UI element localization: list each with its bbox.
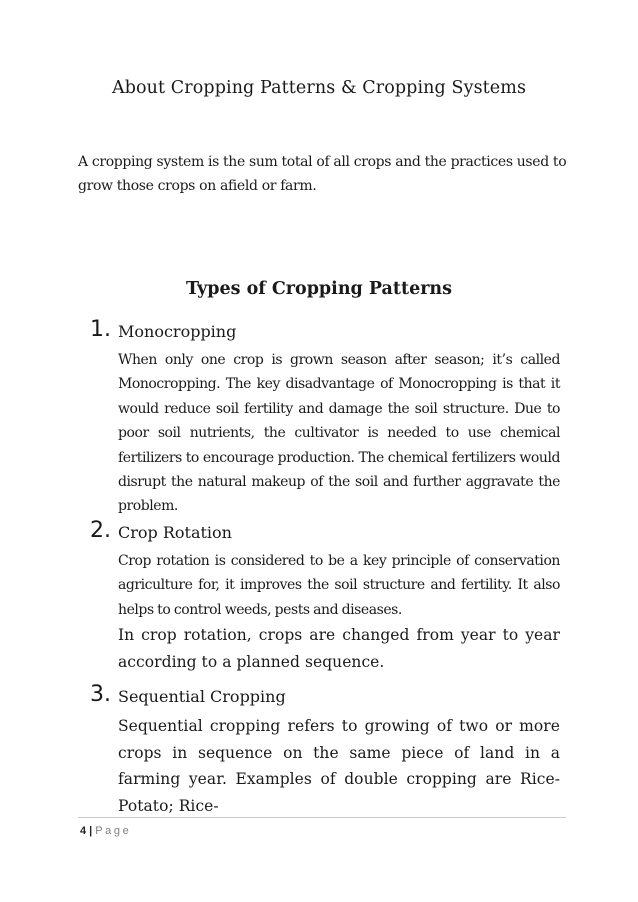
list-item-body: When only one crop is grown season after season; it’s called Monocropping. The key disadvantage of Monocropping is that it would reduce soil fertility and damage the soil structure. Due to poor soil nutrients, the cultivator is needed to use chemical fertilizers to encourage production. The chemical fertilizers would disrupt the natural makeup of the soil and further aggravate the problem. bbox=[118, 352, 560, 515]
intro-paragraph: A cropping system is the sum total of all crops and the practices used to grow those crops on afield or farm. bbox=[78, 154, 567, 194]
footer-divider bbox=[78, 817, 566, 818]
page-footer bbox=[80, 825, 131, 837]
page-label: Page bbox=[95, 825, 132, 837]
document-title: About Cropping Patterns & Cropping Systems bbox=[111, 78, 527, 98]
list-item-body-continuation: In crop rotation, crops are changed from year to year according to a planned sequence. bbox=[118, 626, 560, 671]
list-item-body-text: Crop rotation is considered to be a key principle of conservation agriculture for, it improves the soil structure and fertility. It also helps to control weeds, pests and diseases. bbox=[118, 553, 560, 618]
list-item-number: 1. bbox=[90, 317, 111, 342]
list-item-body: Sequential cropping refers to growing of two or more crops in sequence on the same piece of land in a farming year. Examples of double cropping are Rice-Potato; Rice- bbox=[118, 717, 560, 815]
list-item-title: Crop Rotation bbox=[118, 523, 232, 542]
list-item-number: 3. bbox=[90, 682, 111, 707]
page-number: 4 bbox=[80, 825, 87, 837]
list-item-title: Sequential Cropping bbox=[118, 687, 286, 706]
section-heading: Types of Cropping Patterns bbox=[186, 279, 452, 299]
list-item-number: 2. bbox=[90, 518, 111, 543]
list-item-body bbox=[118, 549, 560, 675]
footer-separator: | bbox=[89, 825, 93, 837]
list-item-title: Monocropping bbox=[118, 322, 237, 341]
